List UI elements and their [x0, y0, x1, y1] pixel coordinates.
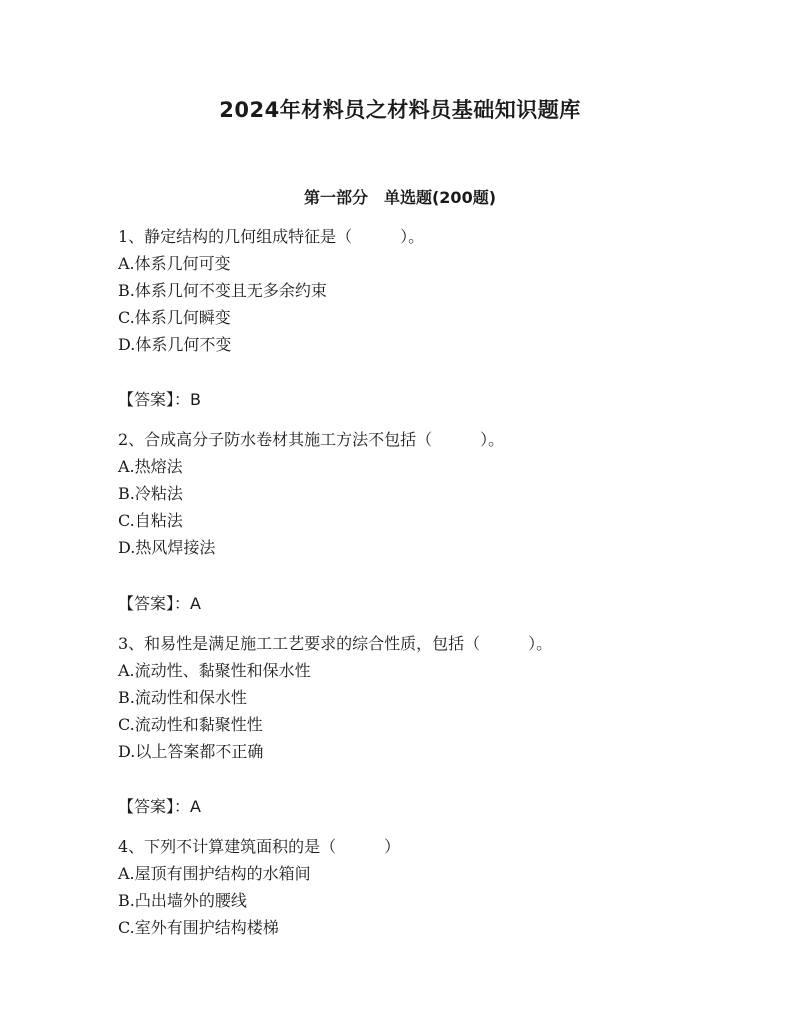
- question-3-option-b: B.流动性和保水性: [118, 688, 247, 707]
- question-1-option-c: C.体系几何瞬变: [118, 308, 231, 327]
- question-3-option-d: D.以上答案都不正确: [118, 742, 264, 761]
- question-3-answer: 【答案】：A: [118, 797, 201, 816]
- question-2-answer: 【答案】：A: [118, 594, 201, 613]
- question-1-option-d: D.体系几何不变: [118, 335, 232, 354]
- question-4-option-a: A.屋顶有围护结构的水箱间: [118, 864, 311, 883]
- question-2-option-c: C.自粘法: [118, 511, 183, 530]
- question-1-stem: 1、静定结构的几何组成特征是（ ）。: [118, 227, 425, 246]
- question-1-option-a: A.体系几何可变: [118, 254, 231, 273]
- question-4-option-c: C.室外有围护结构楼梯: [118, 918, 279, 937]
- question-2-option-d: D.热风焊接法: [118, 538, 216, 557]
- question-1-answer: 【答案】：B: [118, 390, 201, 409]
- document-title: 2024年材料员之材料员基础知识题库: [219, 98, 581, 122]
- section-title: 第一部分 单选题(200题): [303, 188, 497, 207]
- question-3-stem: 3、和易性是满足施工工艺要求的综合性质，包括（ ）。: [118, 634, 553, 653]
- question-2-option-a: A.热熔法: [118, 457, 183, 476]
- question-1-option-b: B.体系几何不变且无多余约束: [118, 281, 327, 300]
- question-2-option-b: B.冷粘法: [118, 484, 183, 503]
- question-3-option-a: A.流动性、黏聚性和保水性: [118, 661, 311, 680]
- question-4-option-b: B.凸出墙外的腰线: [118, 891, 247, 910]
- question-2-stem: 2、合成高分子防水卷材其施工方法不包括（ ）。: [118, 430, 505, 449]
- question-3-option-c: C.流动性和黏聚性性: [118, 715, 263, 734]
- question-4-stem: 4、下列不计算建筑面积的是（ ）: [118, 837, 401, 856]
